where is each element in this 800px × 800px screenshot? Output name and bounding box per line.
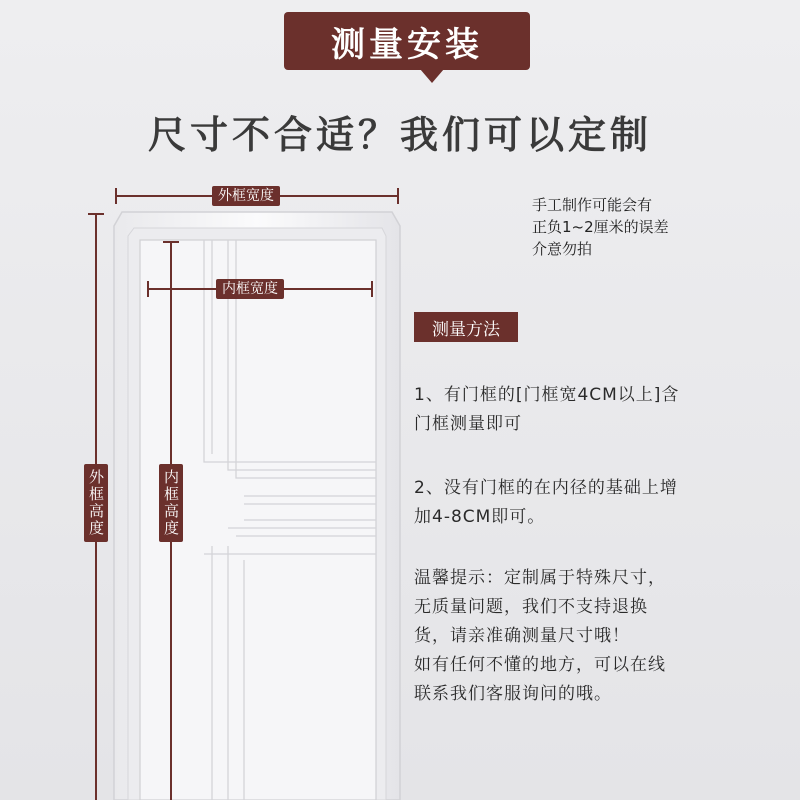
note-line: 手工制作可能会有 (532, 196, 653, 214)
outer-width-label: 外框宽度 (212, 186, 280, 206)
tip-line: 无质量问题，我们不支持退换 (414, 597, 648, 617)
method-title: 测量方法 (432, 319, 500, 340)
tip-line: 如有任何不懂的地方，可以在线 (414, 655, 666, 675)
header-title: 测量安装 (331, 24, 483, 65)
note-line: 正负1~2厘米的误差 (532, 218, 669, 236)
step-line: 2、没有门框的在内径的基础上增 (414, 478, 678, 498)
headline: 尺寸不合适？我们可以定制 (147, 113, 652, 157)
note-line: 介意勿拍 (532, 240, 593, 258)
warm-tip (414, 564, 784, 709)
inner-width-label: 内框宽度 (216, 279, 284, 299)
method-title-badge (414, 312, 518, 342)
tip-line: 货，请亲准确测量尺寸哦！ (414, 626, 630, 646)
tolerance-note (532, 194, 762, 260)
outer-height-label: 外框高度 (84, 464, 108, 542)
method-step-2 (414, 474, 784, 532)
step-line: 1、有门框的[门框宽4CM以上]含 (414, 385, 680, 405)
tip-line: 联系我们客服询问的哦。 (414, 684, 612, 704)
step-line: 门框测量即可 (414, 414, 522, 434)
step-line: 加4-8CM即可。 (414, 507, 546, 527)
inner-height-label: 内框高度 (159, 464, 183, 542)
method-step-1 (414, 381, 784, 439)
tip-line: 温馨提示：定制属于特殊尺寸， (414, 568, 666, 588)
